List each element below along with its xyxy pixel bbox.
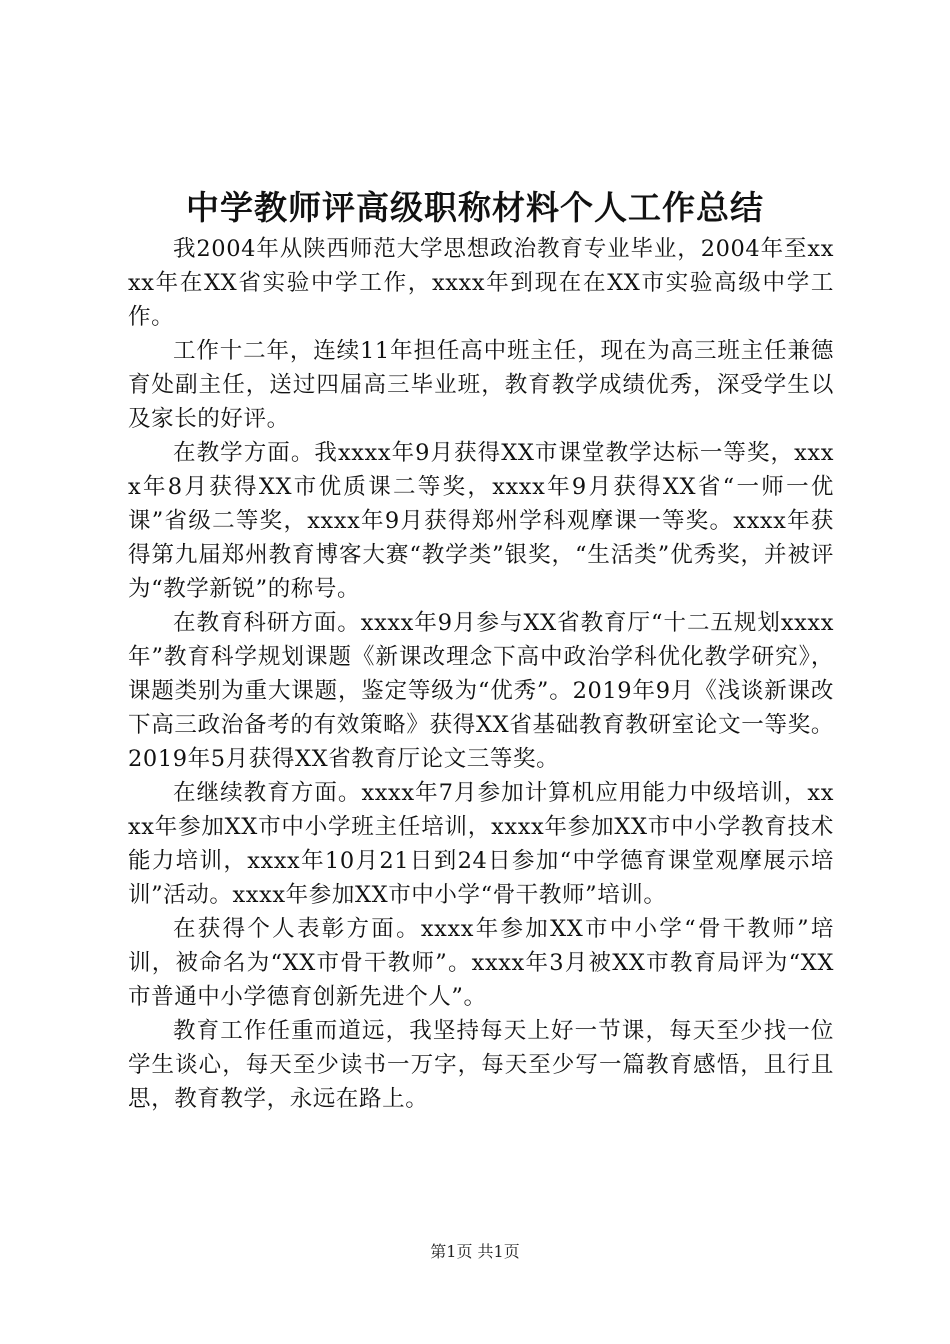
document-title: 中学教师评高级职称材料个人工作总结 xyxy=(186,188,764,227)
paragraph-continuing-education: 在继续教育方面。xxxx年7月参加计算机应用能力中级培训，xxxx年参加XX市中小学班主任培训，xxxx年参加XX市中小学教育技术能力培训，xxxx年10月21日到24日参加“中学德育课堂观摩展示培训”活动。xxxx年参加XX市中小学“骨干教师”培训。 xyxy=(128,780,834,908)
paragraph-education-background: 我2004年从陕西师范大学思想政治教育专业毕业，2004年至xxxx年在XX省实验中学工作，xxxx年到现在在XX市实验高级中学工作。 xyxy=(128,236,834,330)
document-body xyxy=(128,232,834,1116)
page-number-footer: 第1页 共1页 xyxy=(430,1242,520,1261)
paragraph-conclusion: 教育工作任重而道远，我坚持每天上好一节课，每天至少找一位学生谈心，每天至少读书一万字，每天至少写一篇教育感悟，且行且思，教育教学，永远在路上。 xyxy=(128,1018,834,1112)
paragraph-teaching: 在教学方面。我xxxx年9月获得XX市课堂教学达标一等奖，xxxx年8月获得XX市优质课二等奖，xxxx年9月获得XX省“一师一优课”省级二等奖，xxxx年9月获得郑州学科观摩课一等奖。xxxx年获得第九届郑州教育博客大赛“教学类”银奖，“生活类”优秀奖，并被评为“教学新锐”的称号。 xyxy=(128,440,834,602)
paragraph-research: 在教育科研方面。xxxx年9月参与XX省教育厅“十二五规划xxxx年”教育科学规划课题《新课改理念下高中政治学科优化教学研究》，课题类别为重大课题，鉴定等级为“优秀”。2019年9月《浅谈新课改下高三政治备考的有效策略》获得XX省基础教育教研室论文一等奖。2019年5月获得XX省教育厅论文三等奖。 xyxy=(128,610,834,772)
paragraph-honors: 在获得个人表彰方面。xxxx年参加XX市中小学“骨干教师”培训，被命名为“XX市骨干教师”。xxxx年3月被XX市教育局评为“XX市普通中小学德育创新先进个人”。 xyxy=(128,916,834,1010)
paragraph-work-experience: 工作十二年，连续11年担任高中班主任，现在为高三班主任兼德育处副主任，送过四届高三毕业班，教育教学成绩优秀，深受学生以及家长的好评。 xyxy=(128,338,834,432)
